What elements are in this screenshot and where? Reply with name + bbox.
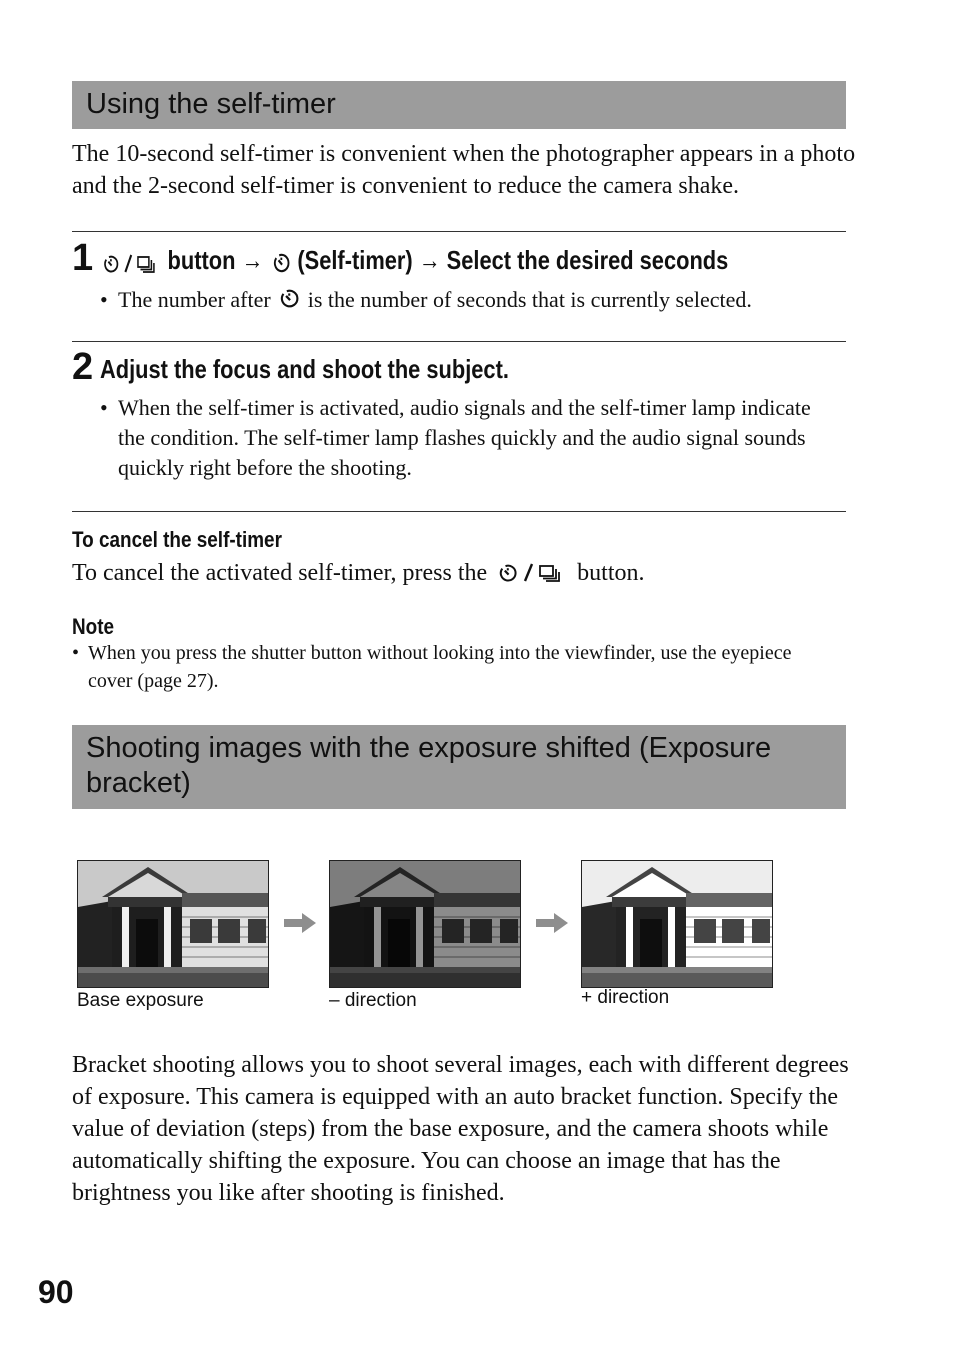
self-timer-drive-icon <box>493 560 577 586</box>
bullet-marker: • <box>100 287 108 312</box>
self-timer-icon <box>276 287 308 312</box>
step-1-heading <box>101 245 728 275</box>
self-timer-drive-icon <box>101 245 168 275</box>
self-timer-intro: The 10-second self-timer is convenient when the photographer appears in a photo and the 2-second self-timer is convenient to reduce the camera shake. <box>72 141 856 199</box>
divider <box>72 231 846 232</box>
bullet-marker: • <box>100 395 108 420</box>
cancel-text <box>72 557 862 589</box>
cancel-text-pre: To cancel the activated self-timer, press the <box>72 560 488 586</box>
step-2-heading: Adjust the focus and shoot the subject. <box>100 354 509 384</box>
note-heading: Note <box>72 614 115 639</box>
step-1-bullet-post: is the number of seconds that is currently selected. <box>307 287 752 312</box>
self-timer-icon <box>269 245 297 275</box>
arrow-right-icon <box>284 912 318 939</box>
divider <box>72 341 846 342</box>
minus-direction-photo <box>329 860 521 988</box>
step-1-button-word: button <box>167 245 236 275</box>
bracket-description: Bracket shooting allows you to shoot several images, each with different degrees of exposure. This camera is equipped with an auto bracket function. Specify the value of deviation (steps) from the base exposure, and the camera shoots while automatically shifting the exposure. You can choose an image that has the brightness you like after shooting is finished. <box>72 1052 849 1206</box>
base-exposure-photo <box>77 860 269 988</box>
note-text: When you press the shutter button without looking into the viewfinder, use the eyepiece cover (page 27). <box>88 642 792 692</box>
section-title-self-timer: Using the self-timer <box>72 81 846 129</box>
arrow-right-icon <box>536 912 570 939</box>
bullet-marker: • <box>72 642 80 664</box>
divider <box>72 511 846 512</box>
caption-minus-direction: – direction <box>329 990 417 1011</box>
step-1-self-timer-label: (Self-timer) <box>297 245 413 275</box>
plus-direction-photo <box>581 860 773 988</box>
step-1-select-seconds: Select the desired seconds <box>446 245 729 275</box>
cancel-heading: To cancel the self-timer <box>72 527 282 552</box>
cancel-text-post: button. <box>577 560 645 586</box>
step-2-bullet-text: When the self-timer is activated, audio signals and the self-timer lamp indicate the condition. The self-timer lamp flashes quickly and the audio signal sounds quickly right before the shooting. <box>118 395 811 480</box>
caption-plus-direction: + direction <box>581 987 670 1008</box>
section-title-exposure-bracket: Shooting images with the exposure shifted (Exposure bracket) <box>72 725 846 809</box>
step-2-number: 2 <box>72 346 94 388</box>
step-1-number: 1 <box>72 237 94 279</box>
step-1-bullet-pre: The number after <box>118 287 271 312</box>
page-number: 90 <box>38 1274 74 1310</box>
arrow-right-icon: → <box>418 245 441 275</box>
caption-base-exposure: Base exposure <box>77 990 204 1011</box>
arrow-right-icon: → <box>241 245 264 275</box>
